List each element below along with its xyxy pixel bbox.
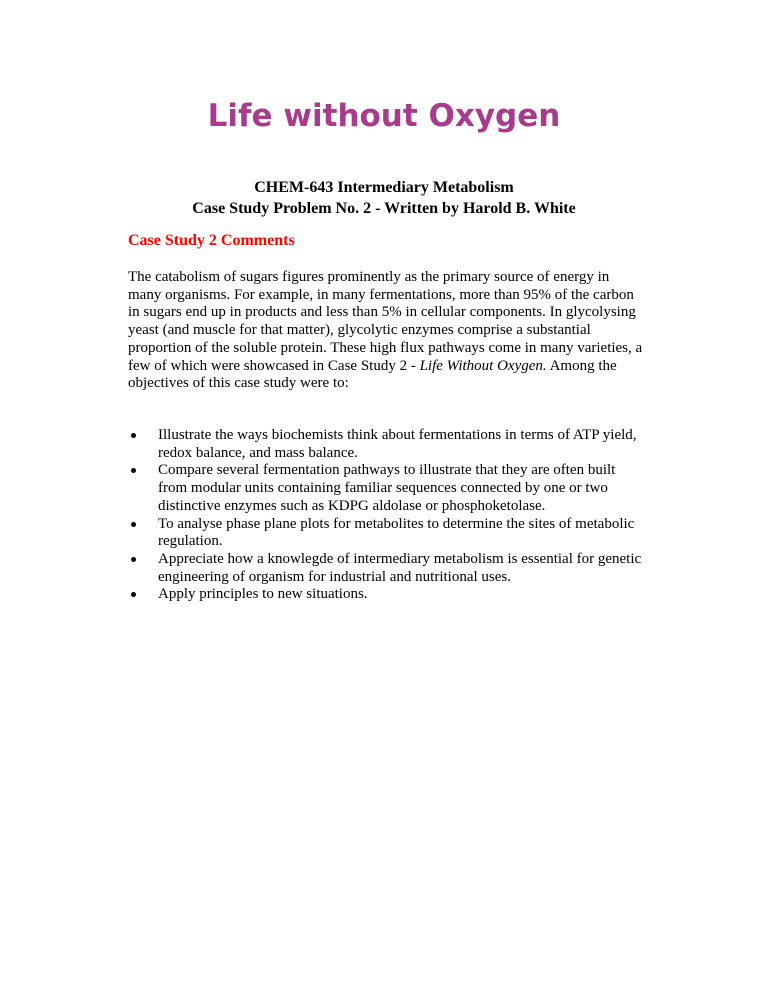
document-subtitle xyxy=(0,177,768,219)
section-heading: Case Study 2 Comments xyxy=(128,232,295,249)
objective-text: Apply principles to new situations. xyxy=(158,586,368,603)
document-title: Life without Oxygen xyxy=(207,98,561,134)
list-item xyxy=(128,551,648,586)
bullet-icon xyxy=(131,557,136,562)
bullet-icon xyxy=(131,592,136,597)
list-item xyxy=(128,516,648,551)
intro-paragraph xyxy=(128,269,643,393)
list-item xyxy=(128,462,648,515)
bullet-icon xyxy=(131,433,136,438)
objective-text: To analyse phase plane plots for metabolites to determine the sites of metabolic regulation. xyxy=(158,515,635,550)
objective-text: Appreciate how a knowlegde of intermediary metabolism is essential for genetic engineering of organism for industrial and nutritional uses. xyxy=(158,550,642,585)
objectives-list xyxy=(128,427,648,604)
course-line: CHEM-643 Intermediary Metabolism xyxy=(254,179,514,196)
intro-tail: Among the objectives of this case study were to: xyxy=(128,357,617,392)
objective-text: Illustrate the ways biochemists think about fermentations in terms of ATP yield, redox balance, and mass balance. xyxy=(158,427,637,461)
list-item xyxy=(128,427,648,462)
list-item xyxy=(128,586,648,604)
author-line: Case Study Problem No. 2 - Written by Harold B. White xyxy=(192,200,576,217)
intro-italic-title: Life Without Oxygen. xyxy=(419,357,547,374)
bullet-icon xyxy=(131,468,136,473)
intro-text: The catabolism of sugars figures prominently as the primary source of energy in many organisms. For example, in many fermentations, more than 95% of the carbon in sugars end up in products and less than 5% in cellular components. In glycolysing yeast (and muscle for that matter), glycolytic enzymes comprise a substantial proportion of the soluble protein. These high flux pathways come in many varieties, a few of which were showcased in Case Study 2 - xyxy=(128,269,643,374)
objective-text: Compare several fermentation pathways to illustrate that they are often built from modular units containing familiar sequences connected by one or two distinctive enzymes such as KDPG aldolase or phosphoketolase. xyxy=(158,462,616,514)
bullet-icon xyxy=(131,522,136,527)
